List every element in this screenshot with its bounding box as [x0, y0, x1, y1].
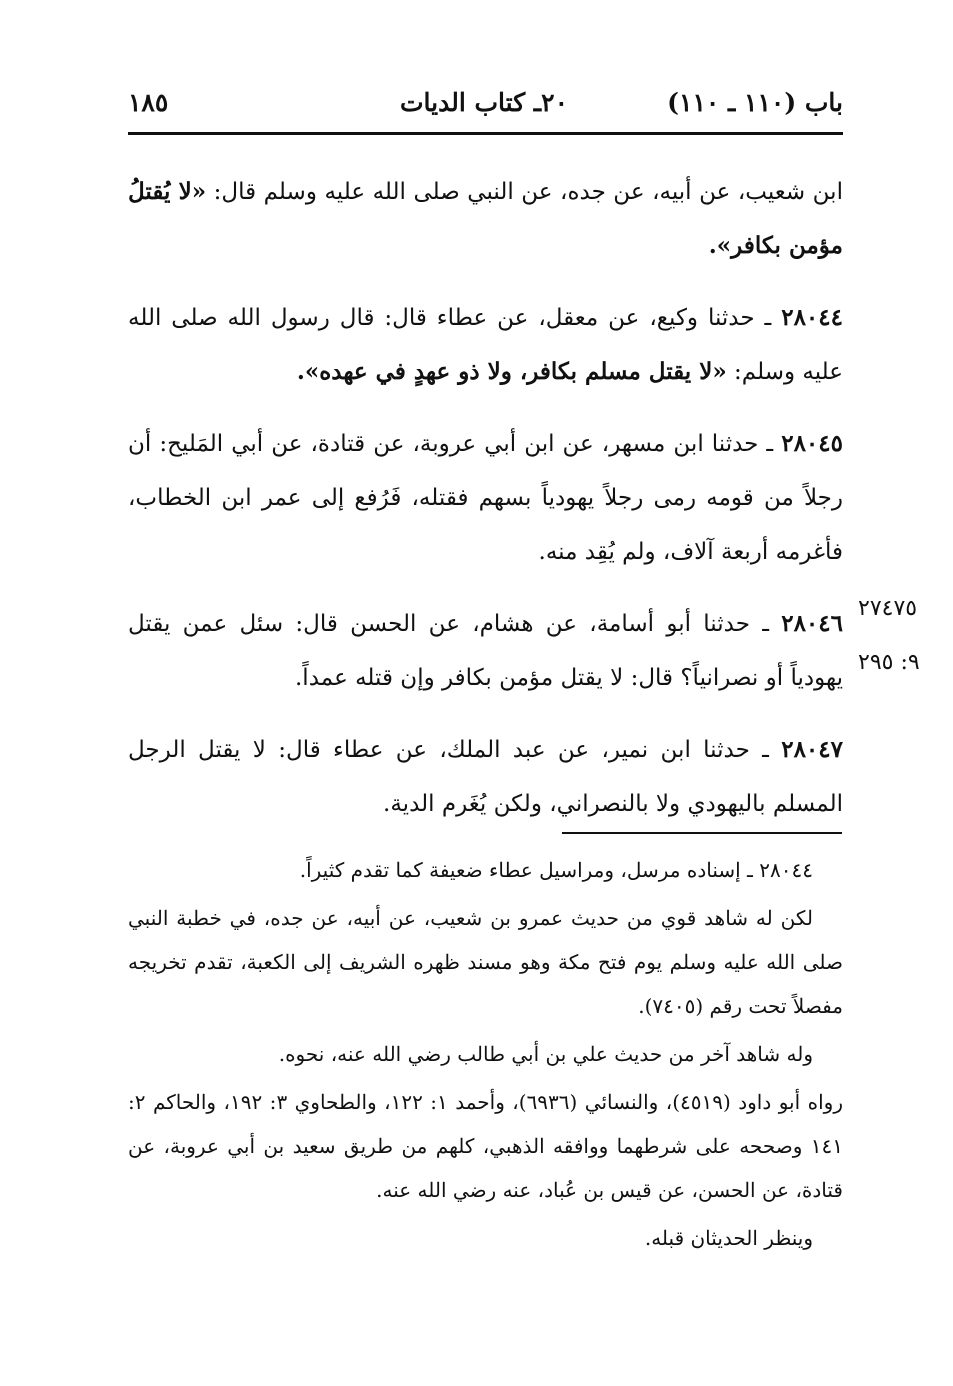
main-text	[128, 165, 843, 849]
footnote: ٢٨٠٤٤ ـ إسناده مرسل، ومراسيل عطاء ضعيفة كما تقدم كثيراً.	[299, 858, 813, 882]
hadith-28045	[128, 417, 843, 579]
footnotes	[128, 848, 843, 1264]
margin-reference: ٩: ٢٩٥	[858, 650, 920, 675]
footnote: رواه أبو داود (٤٥١٩)، والنسائي (٦٩٣٦)، وأحمد ١: ١٢٢، والطحاوي ٣: ١٩٢، والحاكم ٢: ١٤١ وصححه على شرطهما ووافقه الذهبي، كلهم من طريق سعيد بن أبي عروبة، عن قتادة، عن الحسن، عن قيس بن عُباد، عنه رضي الله عنه.	[128, 1090, 843, 1202]
hadith-text: ـ حدثنا وكيع، عن معقل، عن عطاء قال: قال رسول الله صلى الله عليه وسلم:	[128, 305, 843, 385]
footnote: لكن له شاهد قوي من حديث عمرو بن شعيب، عن أبيه، عن جده، في خطبة النبي صلى الله عليه وسلم يوم فتح مكة وهو مسند ظهره الشريف إلى الكعبة، تقدم تخريجه مفصلاً تحت رقم (٧٤٠٥).	[128, 906, 843, 1018]
hadith-number: ٢٨٠٤٥	[781, 430, 843, 457]
hadith-28047	[128, 723, 843, 831]
book-title: ٢٠ـ كتاب الديات	[400, 88, 568, 117]
hadith-number: ٢٨٠٤٦	[781, 610, 843, 637]
hadith-number: ٢٨٠٤٧	[781, 736, 843, 763]
footnote-separator	[562, 832, 842, 834]
footnote: وله شاهد آخر من حديث علي بن أبي طالب رضي الله عنه، نحوه.	[278, 1042, 813, 1066]
page-number: ١٨٥	[128, 88, 169, 117]
page-header	[128, 88, 843, 124]
footnote: وينظر الحديثان قبله.	[644, 1226, 813, 1250]
hadith-text: ـ حدثنا ابن نمير، عن عبد الملك، عن عطاء قال: لا يقتل الرجل المسلم باليهودي ولا بالنصراني، ولكن يُغَرم الدية.	[128, 737, 843, 817]
hadith-28046	[128, 597, 843, 705]
hadith-number: ٢٨٠٤٤	[781, 304, 843, 331]
hadith-quote: «لا يقتل مسلم بكافر، ولا ذو عهدٍ في عهده».	[296, 358, 727, 385]
chapter-heading: باب (١١٠ ـ ١١٠)	[667, 88, 843, 117]
hadith-continuation	[128, 165, 843, 273]
margin-reference: ٢٧٤٧٥	[858, 596, 918, 621]
header-rule	[128, 132, 843, 135]
hadith-text: ابن شعيب، عن أبيه، عن جده، عن النبي صلى الله عليه وسلم قال:	[206, 179, 843, 205]
hadith-text: ـ حدثنا أبو أسامة، عن هشام، عن الحسن قال: سئل عمن يقتل يهودياً أو نصرانياً؟ قال: لا يقتل مؤمن بكافر وإن قتله عمداً.	[128, 611, 843, 691]
hadith-quote: «لا يُقتلُ مؤمن بكافر».	[128, 178, 843, 259]
hadith-28044	[128, 291, 843, 399]
hadith-text: ـ حدثنا ابن مسهر، عن ابن أبي عروبة، عن قتادة، عن أبي المَليح: أن رجلاً من قومه رمى رجلاً يهودياً بسهم فقتله، فَرُفع إلى عمر ابن الخطاب، فأغرمه أربعة آلاف، ولم يُقِد منه.	[128, 431, 843, 565]
